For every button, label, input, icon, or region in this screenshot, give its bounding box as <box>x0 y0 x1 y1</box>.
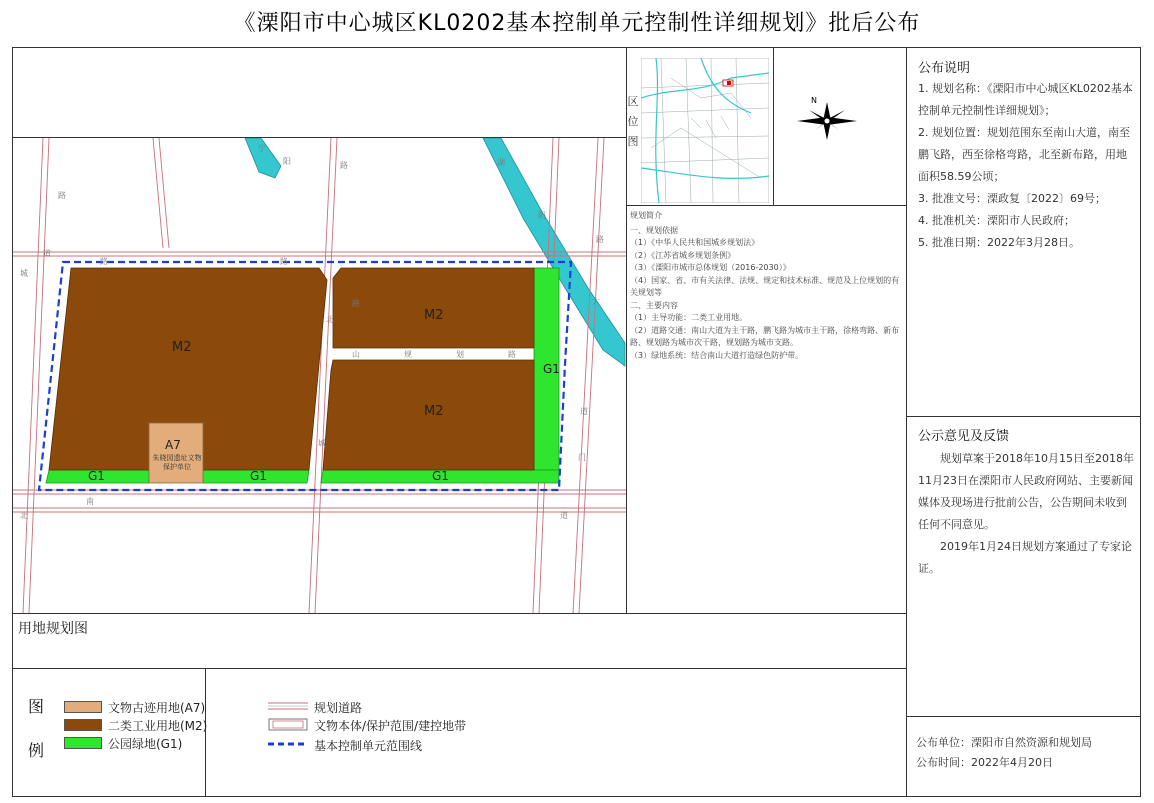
road-mark: 大 <box>592 297 600 306</box>
road-mark: 北 <box>326 315 334 324</box>
intro-line: （3）绿地系统：结合南山大道打造绿色防护带。 <box>630 350 804 360</box>
road-mark: 城 <box>318 439 326 448</box>
publish-line: 2. 规划位置：规划范围东至南山大道，南至鹏飞路，西至徐格弯路，北至新布路，用地面积58.59公顷； <box>918 126 1130 183</box>
planning-intro <box>630 210 904 362</box>
north-label: N <box>811 96 817 105</box>
road-mark: 道 <box>580 407 588 416</box>
road-mark: 划 <box>456 350 464 359</box>
heritage-note: 朱晓园遗址文物保护单位 <box>152 454 202 471</box>
feedback-heading: 公示意见及反馈 <box>918 429 1010 444</box>
road-mark: 城 <box>20 269 28 278</box>
road-mark: 道 <box>560 511 568 520</box>
road-mark: 路 <box>508 350 516 359</box>
location-map-label <box>626 92 640 152</box>
road-mark: 路 <box>58 191 66 200</box>
legend-label: 二类工业用地(M2) <box>108 719 208 733</box>
parcel-label: G1 <box>543 362 560 376</box>
location-label-char: 位 <box>627 115 639 128</box>
intro-line: （1）主导功能：二类工业用地。 <box>630 313 748 322</box>
road-mark: 规 <box>404 350 412 359</box>
legend-swatch-g1 <box>64 737 102 749</box>
a7-parcel <box>149 423 203 483</box>
north-arrow-icon <box>795 98 860 144</box>
legend-label: 规划道路 <box>314 701 363 715</box>
road-mark: 路 <box>596 235 604 244</box>
publish-time-value: 2022年4月20日 <box>971 756 1053 769</box>
legend-swatch-a7 <box>64 701 102 713</box>
legend-title: 图 <box>28 697 45 716</box>
publish-unit-label: 公布单位： <box>916 736 971 749</box>
publish-notes <box>918 57 1134 254</box>
heritage-zone-icon <box>269 719 307 730</box>
parcel-label: M2 <box>424 308 444 323</box>
parcel-label: A7 <box>165 438 181 452</box>
parcel-label: M2 <box>424 404 444 419</box>
road-mark: 山 <box>352 350 360 359</box>
intro-line: （1）《中华人民共和国城乡规划法》 <box>630 238 760 247</box>
divider <box>906 416 1141 417</box>
road-mark: 路 <box>352 299 360 308</box>
location-label-char: 区 <box>627 95 639 108</box>
parcel-label: M2 <box>172 340 192 355</box>
legend-label: 文物本体/保护范围/建控地带 <box>314 719 467 733</box>
publish-line: 3. 批准文号：溧政复〔2022〕69号； <box>918 192 1106 205</box>
road-mark: 道 <box>43 249 51 258</box>
map-caption: 用地规划图 <box>18 621 88 637</box>
land-use-map <box>13 138 626 613</box>
parcel-label: G1 <box>250 469 267 483</box>
feedback-section <box>918 425 1134 580</box>
road-line-icon <box>268 703 308 709</box>
feedback-para: 2019年1月24日规划方案通过了专家论证。 <box>918 540 1132 575</box>
road-mark: 路 <box>100 257 108 266</box>
road-mark: 路 <box>340 161 348 170</box>
publish-time <box>916 754 1053 770</box>
legend-label: 文物古迹用地(A7) <box>108 701 206 715</box>
feedback-para: 规划草案于2018年10月15日至2018年11月23日在溧阳市人民政府网站、主要新闻媒体及现场进行批前公告，公告期间未收到任何不同意见。 <box>918 452 1134 531</box>
publish-heading: 公布说明 <box>918 61 971 76</box>
location-label-char: 图 <box>627 135 639 148</box>
road-mark: 湖 <box>497 158 505 167</box>
road-mark: 阳 <box>538 211 546 220</box>
road-mark: 门 <box>578 453 586 462</box>
publish-unit-value: 溧阳市自然资源和规划局 <box>971 736 1092 749</box>
intro-line: 一、规划依据 <box>630 225 678 235</box>
page-title: 《溧阳市中心城区KL0202基本控制单元控制性详细规划》批后公布 <box>233 11 921 36</box>
intro-line: （4）国家、省、市有关法律、法规、规定和技术标准、规范及上位规划的有关规划等 <box>630 275 900 297</box>
publish-line: 4. 批准机关：溧阳市人民政府； <box>918 214 1075 227</box>
divider <box>773 47 774 205</box>
publish-line: 5. 批准日期：2022年3月28日。 <box>918 236 1080 249</box>
divider <box>12 613 906 614</box>
parcel-label: G1 <box>88 469 105 483</box>
road-mark: 路 <box>280 257 288 266</box>
legend-label: 基本控制单元范围线 <box>314 739 423 753</box>
legend-title: 例 <box>28 741 45 760</box>
road-mark: 北 <box>20 511 28 520</box>
parcel-label: G1 <box>432 469 449 483</box>
intro-line: （2）《江苏省城乡规划条例》 <box>630 250 736 260</box>
intro-line: （2）道路交通：南山大道为主干路，鹏飞路为城市主干路，徐格弯路、新布路、规划路为城市次干路，规划路为城市支路。 <box>630 325 900 347</box>
divider <box>906 716 1141 717</box>
intro-line: 二、主要内容 <box>630 300 678 310</box>
road-mark: 南 <box>86 497 94 506</box>
intro-heading: 规划简介 <box>630 211 662 220</box>
road-mark: 阳 <box>283 157 291 166</box>
legend-line-icons <box>268 700 308 754</box>
publish-line: 1. 规划名称：《溧阳市中心城区KL0202基本控制单元控制性详细规划》； <box>918 82 1133 117</box>
publish-unit <box>916 734 1092 750</box>
legend-swatch-m2 <box>64 719 102 731</box>
divider <box>906 47 907 797</box>
location-map <box>641 58 769 203</box>
divider <box>12 668 906 669</box>
road-mark: 宁 <box>258 144 266 153</box>
intro-line: （3）《溧阳市城市总体规划（2016-2030）》 <box>630 263 791 272</box>
legend-label: 公园绿地(G1) <box>108 737 183 751</box>
divider <box>626 205 906 206</box>
publish-time-label: 公布时间： <box>916 756 971 769</box>
